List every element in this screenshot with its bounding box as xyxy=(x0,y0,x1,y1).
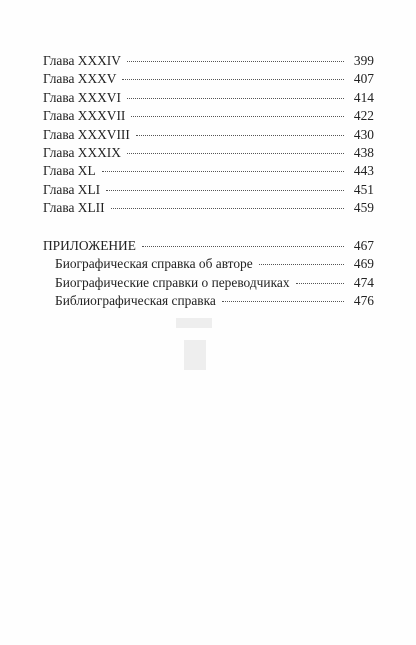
toc-page-number: 467 xyxy=(353,238,374,253)
dot-leader xyxy=(106,190,344,191)
toc-row-chapter-39 xyxy=(43,144,374,162)
dot-leader xyxy=(222,301,344,302)
toc-entry-label: Глава XXXVII xyxy=(43,108,126,124)
toc-entry-label: Глава XLI xyxy=(43,181,101,197)
toc-row-chapter-40 xyxy=(43,162,374,180)
toc-page-number: 443 xyxy=(353,163,374,179)
dot-leader xyxy=(142,246,344,247)
dot-leader xyxy=(131,116,344,117)
toc-row-chapter-34 xyxy=(43,52,374,70)
toc-page-number: 422 xyxy=(353,108,374,124)
show-through-mark xyxy=(176,318,212,376)
dot-leader xyxy=(102,171,344,172)
toc-row-chapter-36 xyxy=(43,89,374,107)
toc-page-number: 476 xyxy=(353,293,374,309)
dot-leader xyxy=(259,264,344,265)
toc-entry-label: Биографическая справка об авторе xyxy=(55,256,253,272)
toc-entry-label: Глава XXXIX xyxy=(43,144,121,160)
toc-page-number: 430 xyxy=(353,126,374,142)
toc-row-translators-bio xyxy=(43,274,374,292)
toc-page-number: 459 xyxy=(353,200,374,216)
toc-page-number: 399 xyxy=(353,53,374,68)
table-of-contents-chapters xyxy=(43,52,374,218)
toc-page-number: 407 xyxy=(353,71,374,87)
toc-page-number: 438 xyxy=(353,144,374,160)
toc-entry-label: Глава XXXIV xyxy=(43,53,121,68)
dot-leader xyxy=(127,153,344,154)
toc-row-bibliography xyxy=(43,292,374,310)
toc-section-heading: ПРИЛОЖЕНИЕ xyxy=(43,238,136,253)
toc-row-chapter-42 xyxy=(43,199,374,217)
toc-row-author-bio xyxy=(43,255,374,273)
dot-leader xyxy=(127,61,344,62)
toc-entry-label: Биографические справки о переводчиках xyxy=(55,274,290,290)
toc-page-number: 451 xyxy=(353,181,374,197)
table-of-contents-appendix xyxy=(43,237,374,311)
toc-entry-label: Глава XLII xyxy=(43,200,105,216)
toc-row-chapter-41 xyxy=(43,181,374,199)
toc-row-chapter-38 xyxy=(43,126,374,144)
toc-page-number: 414 xyxy=(353,89,374,105)
dot-leader xyxy=(122,79,344,80)
toc-entry-label: Глава XXXV xyxy=(43,71,117,87)
toc-page-number: 469 xyxy=(353,256,374,272)
toc-row-chapter-35 xyxy=(43,70,374,88)
toc-entry-label: Глава XXXVIII xyxy=(43,126,130,142)
toc-entry-label: Глава XL xyxy=(43,163,96,179)
toc-entry-label: Библиографическая справка xyxy=(55,293,216,309)
dot-leader xyxy=(296,283,344,284)
toc-entry-label: Глава XXXVI xyxy=(43,89,121,105)
show-through-bar xyxy=(176,318,212,328)
dot-leader xyxy=(127,98,344,99)
show-through-bar xyxy=(184,340,206,370)
dot-leader xyxy=(136,135,344,136)
toc-page-number: 474 xyxy=(353,274,374,290)
dot-leader xyxy=(111,208,344,209)
toc-row-appendix xyxy=(43,237,374,255)
toc-row-chapter-37 xyxy=(43,107,374,125)
